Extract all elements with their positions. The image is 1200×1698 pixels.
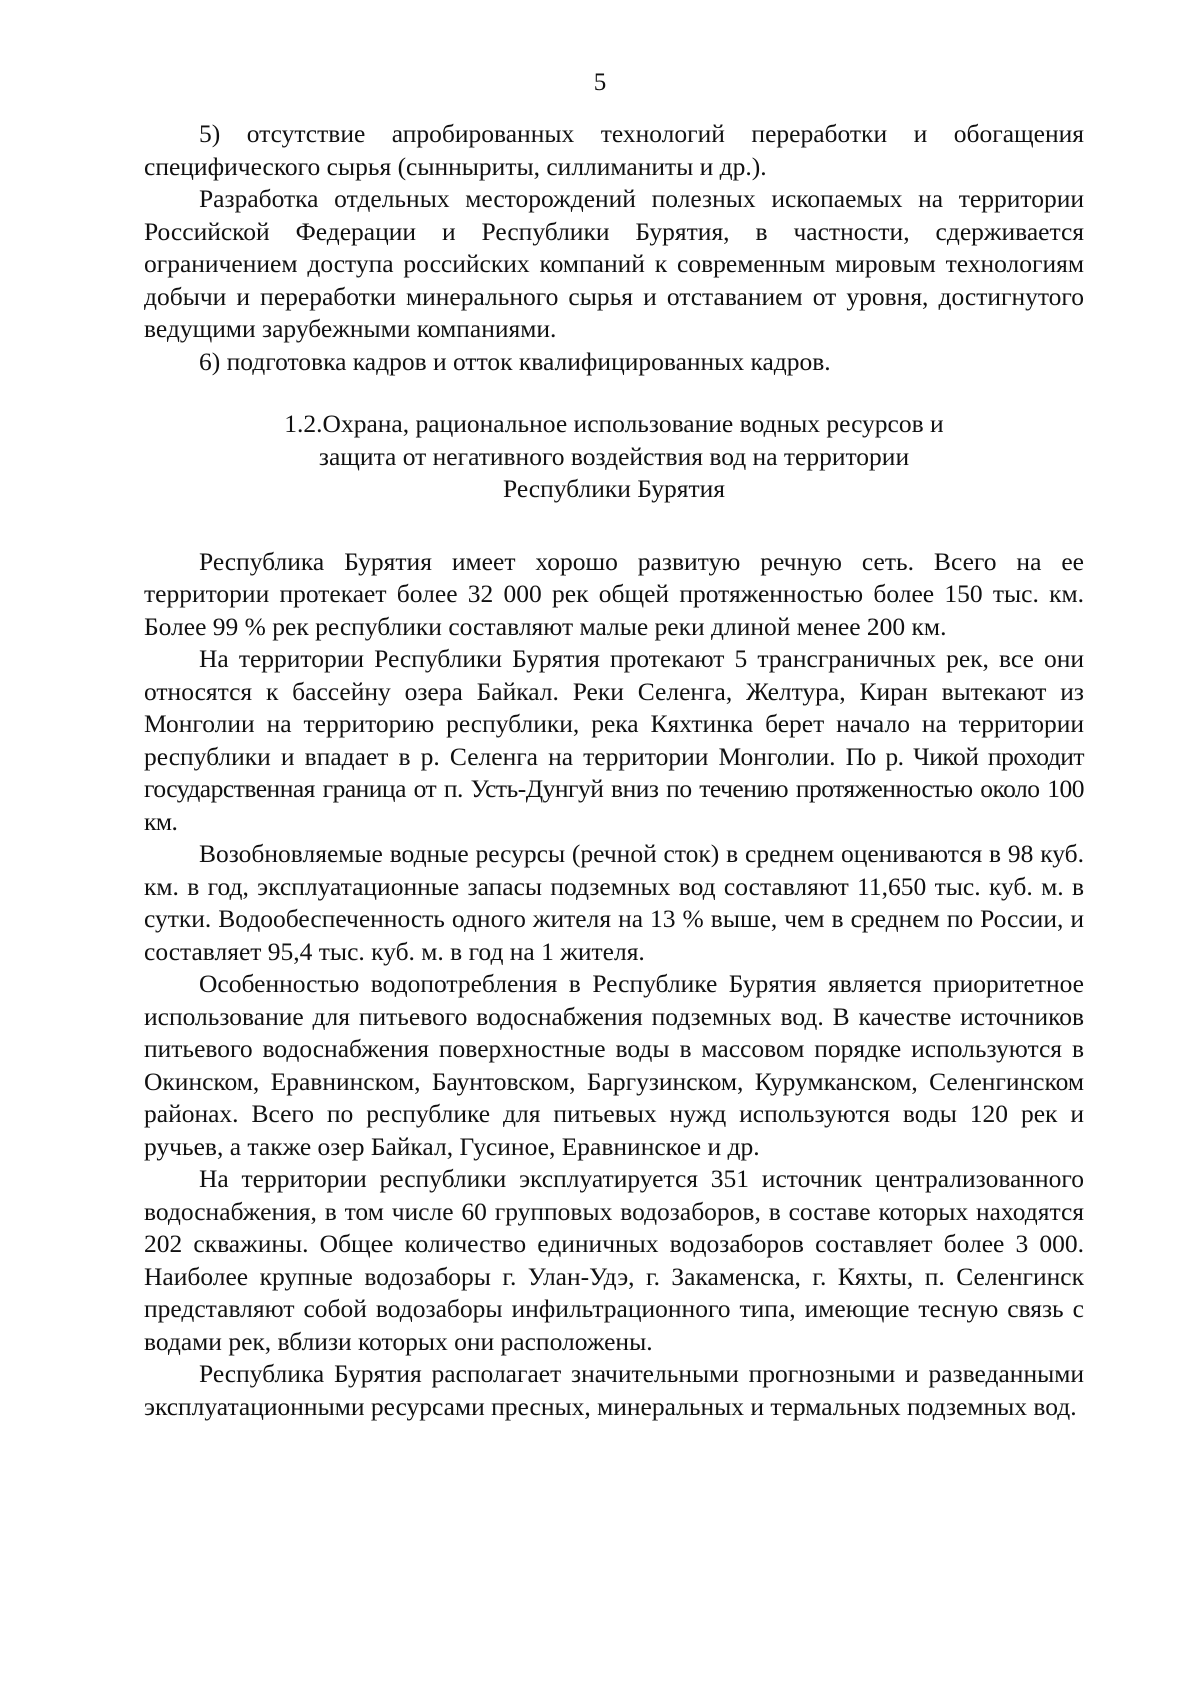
document-body — [144, 118, 1084, 1423]
paragraph-water-consumption: Особенностью водопотребления в Республике Бурятия является приоритетное использование для питьевого водоснабжения подземных вод. В качестве источников питьевого водоснабжения поверхностные воды в массовом порядке используются в Окинском, Еравнинском, Баунтовском, Баргузинском, Курумканском, Селенгинском районах. Всего по республике для питьевых нужд используются воды 120 рек и ручьев, а также озер Байкал, Гусиное, Еравнинское и др. — [144, 969, 1084, 1161]
paragraph-water-supply-sources: На территории республики эксплуатируется 351 источник централизованного водоснабжения, в том числе 60 групповых водозаборов, в составе которых находятся 202 скважины. Общее количество единичных водозаборов составляет более 3 000. Наиболее крупные водозаборы г. Улан-Удэ, г. Закаменска, г. Кяхты, п. Селенгинск представляют собой водозаборы инфильтрационного типа, имеющие тесную связь с водами рек, вблизи которых они расположены. — [144, 1164, 1084, 1356]
section-heading-line-1: 1.2.Охрана, рациональное использование водных ресурсов и — [284, 409, 944, 438]
section-heading-line-2: защита от негативного воздействия вод на территории — [318, 441, 910, 471]
paragraph-groundwater-resources: Республика Бурятия располагает значительными прогнозными и разведанными эксплуатационными ресурсами пресных, минеральных и термальных подземных вод. — [144, 1359, 1084, 1421]
paragraph-river-network: Республика Бурятия имеет хорошо развитую речную сеть. Всего на ее территории протекает более 32 000 рек общей протяженностью более 150 тыс. км. Более 99 % рек республики составляют малые реки длиной менее 200 км. — [144, 546, 1084, 641]
section-heading — [144, 408, 1084, 506]
section-heading-line-3: Республики Бурятия — [502, 474, 726, 503]
page-number: 5 — [593, 69, 607, 96]
paragraph-transboundary-rivers — [144, 643, 1084, 838]
transboundary-rivers-text: На территории Республики Бурятия протекают 5 трансграничных рек, все они относятся к бассейну озера Байкал. Реки Селенга, Желтура, Киран вытекают из Монголии на территорию республики, река Кяхтинка берет начало на территории республики и впадает в р. Селенга на территории Монголии. — [144, 644, 1084, 771]
paragraph-development-constraints: Разработка отдельных месторождений полезных ископаемых на территории Российской Федерации и Республики Бурятия, в частности, сдерживается ограничением доступа российских компаний к современным мировым технологиям добычи и переработки минерального сырья и отставанием от уровня, достигнутого ведущими зарубежными компаниями. — [144, 184, 1084, 343]
paragraph-item-5: 5) отсутствие апробированных технологий переработки и обогащения специфического сырья (сынныриты, силлиманиты и др.). — [144, 119, 1084, 181]
paragraph-water-resources: Возобновляемые водные ресурсы (речной сток) в среднем оцениваются в 98 куб. км. в год, эксплуатационные запасы подземных вод составляют 11,650 тыс. куб. м. в сутки. Водообеспеченность одного жителя на 13 % выше, чем в среднем по России, и составляет 95,4 тыс. куб. м. в год на 1 жителя. — [144, 839, 1084, 966]
chikoy-border-text: По р. Чикой проходит государственная граница от п. Усть-Дунгуй вниз по течению протяженностью около 100 км. — [144, 741, 1085, 836]
paragraph-item-6: 6) подготовка кадров и отток квалифицированных кадров. — [199, 346, 831, 376]
